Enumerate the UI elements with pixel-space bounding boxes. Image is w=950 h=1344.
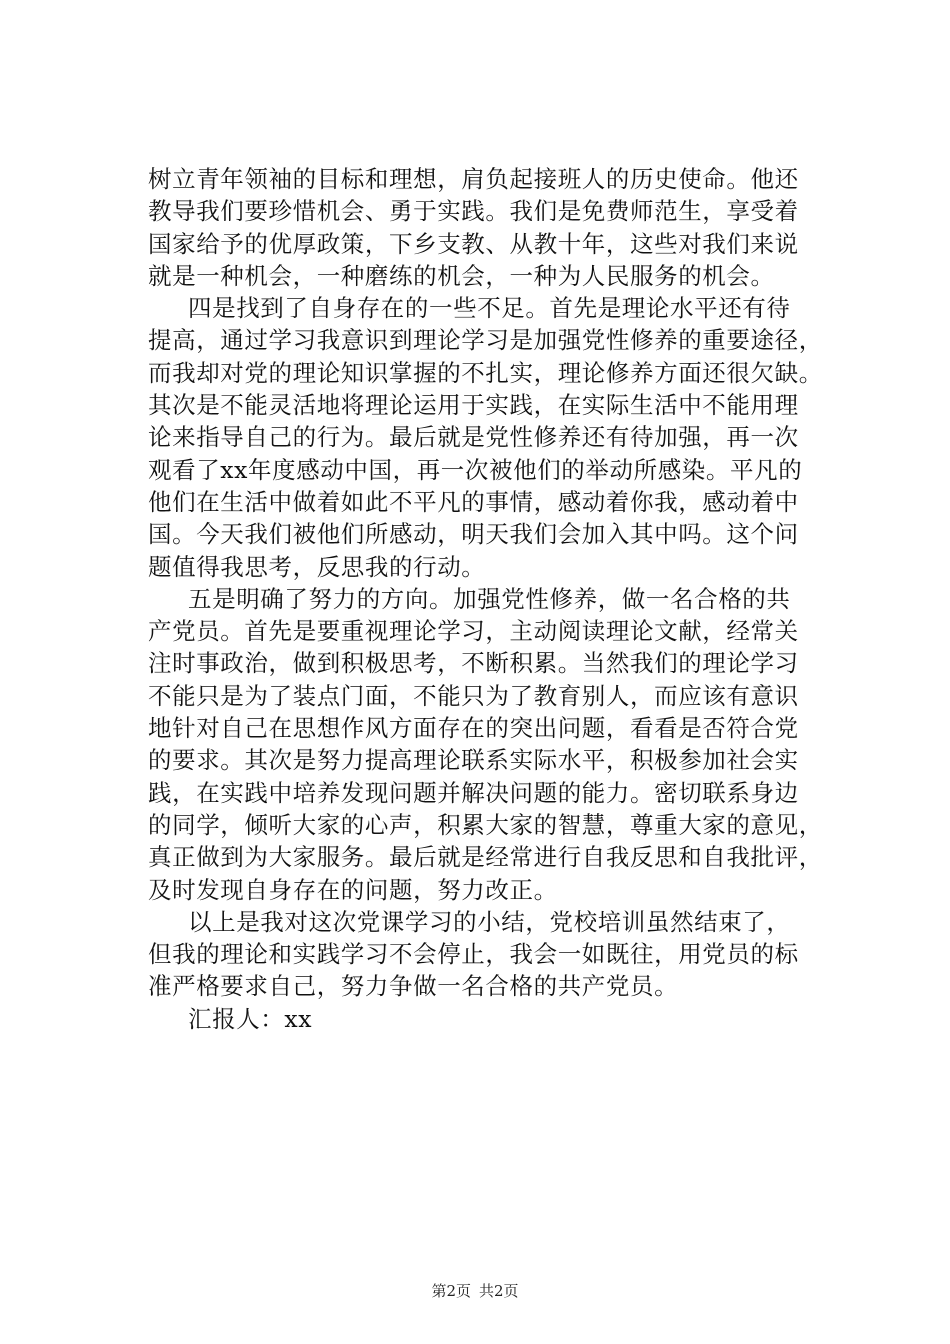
text-line: 题值得我思考，反思我的行动。 xyxy=(148,552,486,581)
paragraph-first-line: 以上是我对这次党课学习的小结，党校培训虽然结束了， xyxy=(188,907,791,936)
page-total: 共2页 xyxy=(479,1282,519,1300)
text-line: 真正做到为大家服务。最后就是经常进行自我反思和自我批评， xyxy=(148,843,823,872)
text-line: 他们在生活中做着如此不平凡的事情，感动着你我，感动着中 xyxy=(148,487,799,516)
document-body xyxy=(148,163,848,1035)
text-line: 不能只是为了装点门面，不能只为了教育别人，而应该有意识 xyxy=(148,681,799,710)
text-line: 及时发现自身存在的问题，努力改正。 xyxy=(148,875,558,904)
text-line: 论来指导自己的行为。最后就是党性修养还有待加强，再一次 xyxy=(148,423,799,452)
page-number: 第2页 xyxy=(431,1282,471,1300)
text-line: 的同学，倾听大家的心声，积累大家的智慧，尊重大家的意见， xyxy=(148,810,823,839)
text-line: 的要求。其次是努力提高理论联系实际水平，积极参加社会实 xyxy=(148,746,799,775)
signature-line: 汇报人：xx xyxy=(188,1004,313,1033)
text-line: 但我的理论和实践学习不会停止，我会一如既往，用党员的标 xyxy=(148,940,799,969)
text-line: 其次是不能灵活地将理论运用于实践，在实际生活中不能用理 xyxy=(148,391,799,420)
text-line: 地针对自己在思想作风方面存在的突出问题，看看是否符合党 xyxy=(148,714,799,743)
page-footer xyxy=(0,1281,950,1301)
text-line: 树立青年领袖的目标和理想，肩负起接班人的历史使命。他还 xyxy=(148,165,799,193)
paragraph-first-line: 四是找到了自身存在的一些不足。首先是理论水平还有待 xyxy=(188,294,791,323)
paragraph-first-line: 五是明确了努力的方向。加强党性修养，做一名合格的共 xyxy=(188,584,791,613)
text-line: 践，在实践中培养发现问题并解决问题的能力。密切联系身边 xyxy=(148,778,799,807)
text-line: 就是一种机会，一种磨练的机会，一种为人民服务的机会。 xyxy=(148,261,775,290)
text-line: 观看了xx年度感动中国，再一次被他们的举动所感染。平凡的 xyxy=(148,455,803,484)
text-line: 准严格要求自己，努力争做一名合格的共产党员。 xyxy=(148,972,679,1001)
text-line: 国。今天我们被他们所感动，明天我们会加入其中吗。这个问 xyxy=(148,520,799,549)
text-line: 教导我们要珍惜机会、勇于实践。我们是免费师范生，享受着 xyxy=(148,197,799,226)
text-line: 而我却对党的理论知识掌握的不扎实，理论修养方面还很欠缺。 xyxy=(148,358,823,387)
text-line: 注时事政治，做到积极思考，不断积累。当然我们的理论学习 xyxy=(148,649,799,678)
text-line: 产党员。首先是要重视理论学习，主动阅读理论文献，经常关 xyxy=(148,617,799,646)
text-line: 提高，通过学习我意识到理论学习是加强党性修养的重要途径， xyxy=(148,326,823,355)
text-line: 国家给予的优厚政策，下乡支教、从教十年，这些对我们来说 xyxy=(148,229,799,258)
